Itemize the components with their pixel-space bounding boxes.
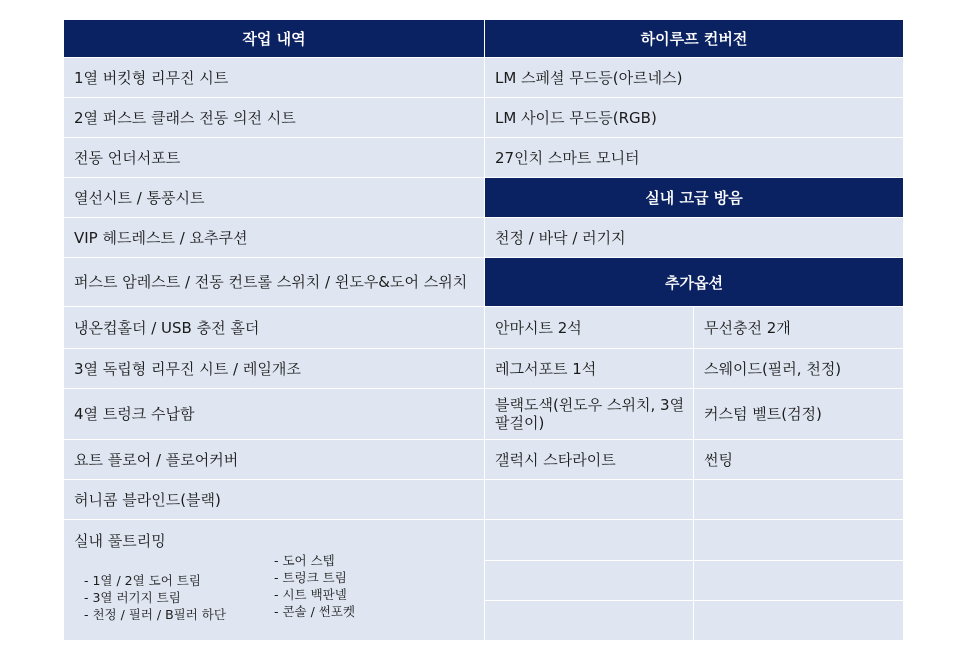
option-cell: 갤럭시 스타라이트 — [485, 440, 694, 479]
work-item: 1열 버킷형 리무진 시트 — [64, 57, 484, 97]
option-cell: 썬팅 — [694, 440, 903, 479]
option-cell: 안마시트 2석 — [485, 307, 694, 348]
high-roof-item: 27인치 스마트 모니터 — [485, 137, 903, 177]
trim-list-1 — [84, 572, 226, 623]
option-cell: 무선충전 2개 — [694, 307, 903, 348]
option-cell — [485, 601, 694, 640]
option-row — [485, 348, 903, 388]
trim-list-item: - 3열 러기지 트림 — [84, 590, 181, 605]
work-item: 열선시트 / 통풍시트 — [64, 177, 484, 217]
work-history-panel — [64, 20, 484, 640]
trim-list-item: - 트렁크 트림 — [274, 570, 347, 585]
trim-list-item: - 천정 / 필러 / B필러 하단 — [84, 607, 226, 622]
trim-list-item: - 시트 백판넬 — [274, 587, 347, 602]
option-cell — [485, 480, 694, 519]
interior-soundproof-item: 천정 / 바닥 / 러기지 — [485, 217, 903, 257]
option-cell — [694, 561, 903, 600]
option-cell — [694, 520, 903, 560]
option-cell: 스웨이드(필러, 천정) — [694, 349, 903, 388]
option-row — [485, 306, 903, 348]
trim-list-item: - 콘솔 / 썬포켓 — [274, 604, 356, 619]
trim-list-item: - 도어 스텝 — [274, 553, 335, 568]
interior-soundproof-header: 실내 고급 방음 — [485, 177, 903, 217]
option-cell — [485, 561, 694, 600]
option-row — [485, 600, 903, 640]
work-item: 전동 언더서포트 — [64, 137, 484, 177]
options-header: 추가옵션 — [485, 257, 903, 306]
high-roof-panel — [484, 20, 903, 640]
work-item: 냉온컵홀더 / USB 충전 홀더 — [64, 306, 484, 348]
option-row — [485, 439, 903, 479]
trim-list-item: - 1열 / 2열 도어 트림 — [84, 573, 201, 588]
option-row — [485, 560, 903, 600]
work-history-header: 작업 내역 — [64, 20, 484, 57]
option-cell — [485, 520, 694, 560]
work-item: VIP 헤드레스트 / 요추쿠션 — [64, 217, 484, 257]
option-cell — [694, 601, 903, 640]
full-trim-title: 실내 풀트리밍 — [74, 532, 166, 550]
option-row — [485, 479, 903, 519]
option-row — [485, 388, 903, 439]
high-roof-header: 하이루프 컨버전 — [485, 20, 903, 57]
work-item: 허니콤 블라인드(블랙) — [64, 479, 484, 519]
high-roof-item: LM 스페셜 무드등(아르네스) — [485, 57, 903, 97]
work-item: 4열 트렁크 수납함 — [64, 388, 484, 439]
work-item: 요트 플로어 / 플로어커버 — [64, 439, 484, 479]
option-cell: 블랙도색(윈도우 스위치, 3열 팔걸이) — [485, 389, 694, 439]
work-item: 3열 독립형 리무진 시트 / 레일개조 — [64, 348, 484, 388]
option-cell: 레그서포트 1석 — [485, 349, 694, 388]
option-cell: 커스텀 벨트(검정) — [694, 389, 903, 439]
option-cell — [694, 480, 903, 519]
work-item: 퍼스트 암레스트 / 전동 컨트롤 스위치 / 윈도우&도어 스위치 — [64, 257, 484, 306]
trim-list-2 — [274, 552, 355, 620]
option-row — [485, 519, 903, 560]
high-roof-item: LM 사이드 무드등(RGB) — [485, 97, 903, 137]
work-item: 2열 퍼스트 클래스 전동 의전 시트 — [64, 97, 484, 137]
full-trim-item — [64, 519, 484, 640]
